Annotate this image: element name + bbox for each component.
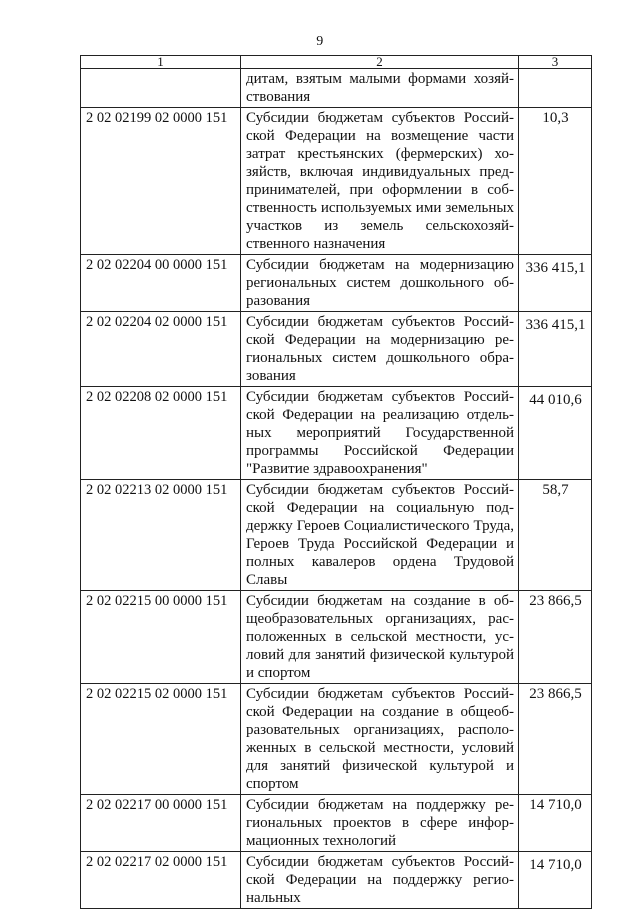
budget-code: 2 02 02204 02 0000 151 <box>81 312 241 387</box>
budget-code: 2 02 02215 02 0000 151 <box>81 684 241 795</box>
budget-description: Субсидии бюджетам на модернизацию региональных систем дошкольного образования <box>241 255 519 312</box>
budget-description: Субсидии бюджетам субъектов Российской Федерации на реализацию отдельных мероприятий Государственной программы Российской Федерации "Развитие здравоохранения" <box>241 387 519 480</box>
budget-code: 2 02 02208 02 0000 151 <box>81 387 241 480</box>
table-row <box>81 387 592 480</box>
budget-amount: 23 866,5 <box>519 684 592 795</box>
budget-description: Субсидии бюджетам на создание в общеобразовательных организациях, расположенных в сельской местности, условий для занятий физической культурой и спортом <box>241 591 519 684</box>
table-row <box>81 591 592 684</box>
budget-description: Субсидии бюджетам субъектов Российской Федерации на создание в общеобразовательных организациях, расположенных в сельской местности, условий для занятий физической культурой и спортом <box>241 684 519 795</box>
budget-amount <box>519 69 592 108</box>
table-row <box>81 852 592 909</box>
column-header-1: 1 <box>81 56 241 69</box>
budget-amount: 10,3 <box>519 108 592 255</box>
table-row <box>81 795 592 852</box>
table-row <box>81 684 592 795</box>
budget-code: 2 02 02217 02 0000 151 <box>81 852 241 909</box>
table-header-row <box>81 56 592 69</box>
budget-description: Субсидии бюджетам на поддержку региональных проектов в сфере информационных технологий <box>241 795 519 852</box>
budget-code: 2 02 02199 02 0000 151 <box>81 108 241 255</box>
budget-description: дитам, взятым малыми формами хозяйствования <box>241 69 519 108</box>
budget-code: 2 02 02217 00 0000 151 <box>81 795 241 852</box>
budget-code <box>81 69 241 108</box>
budget-description: Субсидии бюджетам субъектов Российской Федерации на поддержку региональных <box>241 852 519 909</box>
budget-code: 2 02 02215 00 0000 151 <box>81 591 241 684</box>
budget-amount: 14 710,0 <box>519 795 592 852</box>
budget-table <box>80 55 592 909</box>
budget-amount: 336 415,1 <box>519 255 592 312</box>
table-row <box>81 108 592 255</box>
budget-code: 2 02 02204 00 0000 151 <box>81 255 241 312</box>
column-header-3: 3 <box>519 56 592 69</box>
budget-code: 2 02 02213 02 0000 151 <box>81 480 241 591</box>
budget-description: Субсидии бюджетам субъектов Российской Федерации на социальную поддержку Героев Социалистического Труда, Героев Труда Российской Федерации и полных кавалеров ордена Трудовой Славы <box>241 480 519 591</box>
budget-amount: 336 415,1 <box>519 312 592 387</box>
budget-amount: 44 010,6 <box>519 387 592 480</box>
table-row <box>81 69 592 108</box>
budget-amount: 58,7 <box>519 480 592 591</box>
table-row <box>81 312 592 387</box>
table-row <box>81 480 592 591</box>
column-header-2: 2 <box>241 56 519 69</box>
budget-amount: 23 866,5 <box>519 591 592 684</box>
budget-description: Субсидии бюджетам субъектов Российской Федерации на возмещение части затрат крестьянских (фермерских) хозяйств, включая индивидуальных предпринимателей, при оформлении в собственность используемых ими земельных участков из земель сельскохозяйственного назначения <box>241 108 519 255</box>
page-number: 9 <box>316 34 324 49</box>
budget-amount: 14 710,0 <box>519 852 592 909</box>
budget-description: Субсидии бюджетам субъектов Российской Федерации на модернизацию региональных систем дошкольного образования <box>241 312 519 387</box>
table-row <box>81 255 592 312</box>
